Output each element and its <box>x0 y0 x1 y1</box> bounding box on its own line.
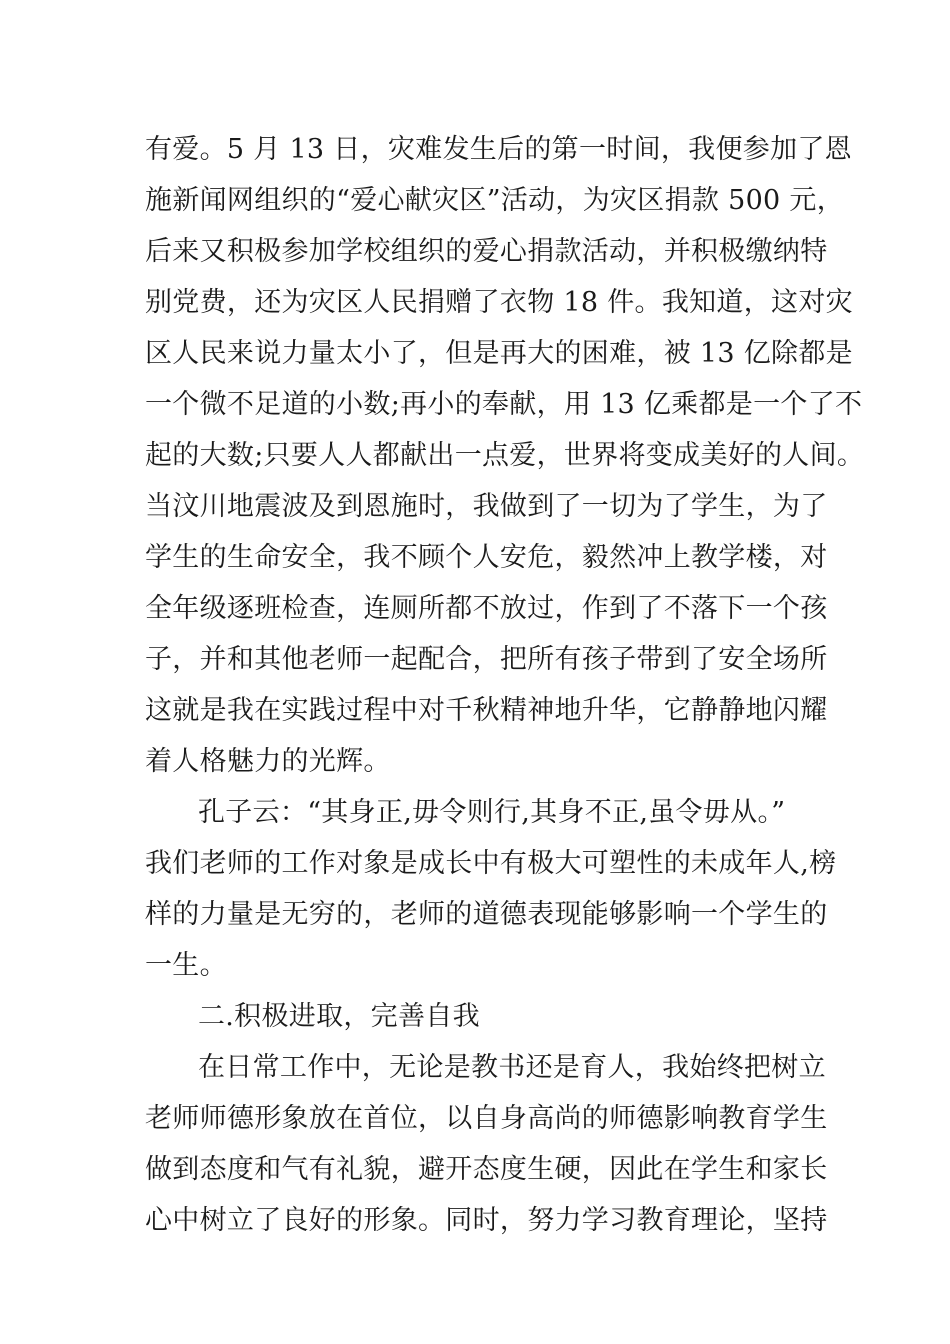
text-line: 子，并和其他老师一起配合，把所有孩子带到了安全场所 <box>145 644 828 675</box>
text-line: 当汶川地震波及到恩施时，我做到了一切为了学生，为了 <box>145 491 828 522</box>
text-line: 有爱。5 月 13 日，灾难发生后的第一时间，我便参加了恩 <box>145 134 852 165</box>
text-line: 做到态度和气有礼貌，避开态度生硬，因此在学生和家长 <box>145 1154 828 1185</box>
text-line: 我们老师的工作对象是成长中有极大可塑性的未成年人,榜 <box>145 848 837 879</box>
text-line: 样的力量是无穷的，老师的道德表现能够影响一个学生的 <box>145 899 828 930</box>
text-line: 这就是我在实践过程中对千秋精神地升华，它静静地闪耀 <box>145 695 828 726</box>
text-line: 老师师德形象放在首位，以自身高尚的师德影响教育学生 <box>145 1103 828 1134</box>
text-line: 着人格魅力的光辉。 <box>145 746 391 777</box>
text-line: 施新闻网组织的“爱心献灾区”活动，为灾区捐款 500 元， <box>145 185 845 216</box>
text-line: 全年级逐班检查，连厕所都不放过，作到了不落下一个孩 <box>145 593 828 624</box>
paragraph-first-line: 在日常工作中，无论是教书还是育人，我始终把树立 <box>198 1052 826 1083</box>
text-line: 一个微不足道的小数;再小的奉献，用 13 亿乘都是一个了不 <box>145 389 863 420</box>
section-heading: 二.积极进取，完善自我 <box>198 1001 480 1032</box>
text-line: 区人民来说力量太小了，但是再大的困难，被 13 亿除都是 <box>145 338 853 369</box>
text-line: 后来又积极参加学校组织的爱心捐款活动，并积极缴纳特 <box>145 236 828 267</box>
text-line: 别党费，还为灾区人民捐赠了衣物 18 件。我知道，这对灾 <box>145 287 853 318</box>
paragraph-first-line: 孔子云：“其身正,毋令则行,其身不正,虽令毋从。” <box>198 797 786 828</box>
text-line: 学生的生命安全，我不顾个人安危，毅然冲上教学楼，对 <box>145 542 828 573</box>
text-line: 一生。 <box>145 950 227 981</box>
text-line: 起的大数;只要人人都献出一点爱，世界将变成美好的人间。 <box>145 440 865 471</box>
text-line: 心中树立了良好的形象。同时，努力学习教育理论，坚持 <box>145 1205 828 1236</box>
